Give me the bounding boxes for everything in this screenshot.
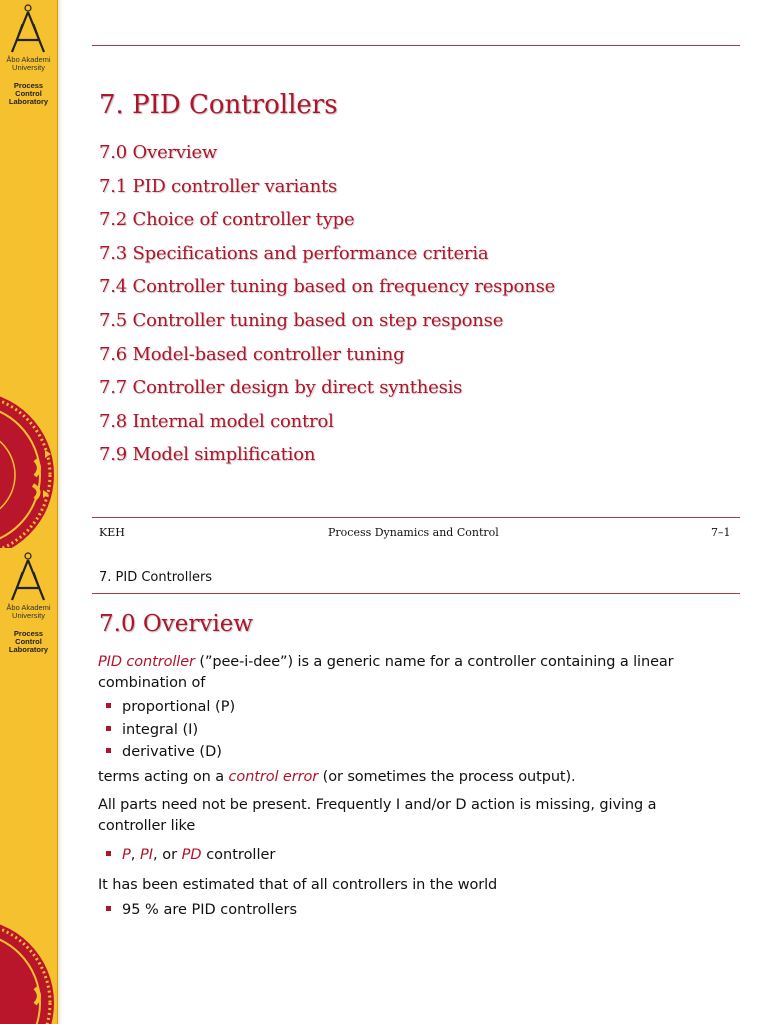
- parts-line2: controller like: [98, 818, 196, 834]
- variant-pd: PD: [181, 847, 202, 863]
- variant-pi: PI: [139, 847, 153, 863]
- sidebar-shadow: [58, 0, 62, 548]
- acting-suffix: (or sometimes the process output).: [318, 769, 576, 785]
- intro-paragraph: [98, 652, 738, 694]
- university-name: Åbo Akademi University: [6, 603, 51, 620]
- list-item: [106, 900, 297, 921]
- variant-sep: , or: [153, 847, 182, 863]
- toc-item: 7.5 Controller tuning based on step response: [99, 309, 504, 331]
- parts-paragraph: [98, 795, 738, 837]
- footer-divider: [92, 517, 740, 518]
- bullet-marker: [106, 748, 111, 753]
- sidebar: [0, 0, 58, 548]
- estimate-paragraph: It has been estimated that of all controllers in the world: [98, 877, 498, 893]
- parts-line1: All parts need not be present. Frequently I and/or D action is missing, giving a: [98, 797, 657, 813]
- list-item: [106, 742, 222, 763]
- acting-prefix: terms acting on a: [98, 769, 229, 785]
- slide-title: 7. PID Controllers: [99, 90, 338, 120]
- slide-2: [0, 548, 768, 1024]
- table-of-contents: [99, 142, 555, 478]
- university-seal: [0, 918, 55, 1024]
- bullet-marker: [106, 726, 111, 731]
- variant-p: P: [122, 847, 131, 863]
- university-name: Åbo Akademi University: [6, 55, 51, 72]
- acting-term: control error: [228, 769, 319, 785]
- footer-page-number: 7–1: [711, 526, 731, 539]
- lab-name: Process Control Laboratory: [8, 629, 49, 654]
- toc-item: 7.8 Internal model control: [99, 410, 334, 432]
- toc-item: 7.4 Controller tuning based on frequency response: [99, 276, 556, 298]
- section-title: 7.0 Overview: [99, 611, 253, 637]
- list-item: [106, 697, 235, 718]
- variant-suffix: controller: [201, 847, 276, 863]
- list-item-text: proportional (P): [122, 699, 236, 715]
- toc-item: 7.0 Overview: [99, 142, 218, 163]
- toc-item: 7.3 Specifications and performance criteria: [99, 242, 489, 264]
- acting-paragraph: [98, 767, 738, 788]
- intro-text-line2: combination of: [98, 675, 206, 691]
- toc-item: 7.9 Model simplification: [99, 444, 316, 466]
- list-item: [106, 720, 198, 741]
- toc-item: 7.7 Controller design by direct synthesis: [99, 377, 463, 399]
- bullet-marker: [106, 851, 111, 856]
- list-item-text: 95 % are PID controllers: [122, 902, 298, 918]
- university-logo: [6, 552, 50, 602]
- footer-author: KEH: [99, 526, 125, 539]
- university-logo: [6, 4, 50, 54]
- university-seal: [0, 390, 55, 548]
- top-divider: [92, 593, 740, 594]
- lab-name: Process Control Laboratory: [8, 81, 49, 106]
- list-item-text: integral (I): [122, 722, 199, 738]
- toc-item: 7.6 Model-based controller tuning: [99, 343, 405, 365]
- sidebar: [0, 548, 58, 1024]
- bullet-marker: [106, 703, 111, 708]
- toc-item: 7.1 PID controller variants: [99, 175, 338, 197]
- footer-course: Process Dynamics and Control: [328, 526, 499, 539]
- intro-text: (”pee-i-dee”) is a generic name for a controller containing a linear: [194, 654, 674, 670]
- variant-sep: ,: [130, 847, 140, 863]
- top-divider: [92, 45, 740, 46]
- list-item-text: derivative (D): [122, 744, 222, 760]
- intro-term: PID controller: [98, 654, 195, 670]
- toc-item: 7.2 Choice of controller type: [99, 209, 355, 231]
- bullet-marker: [106, 906, 111, 911]
- sidebar-shadow: [58, 548, 62, 1024]
- list-item: [106, 845, 275, 866]
- slide-header: 7. PID Controllers: [99, 570, 213, 585]
